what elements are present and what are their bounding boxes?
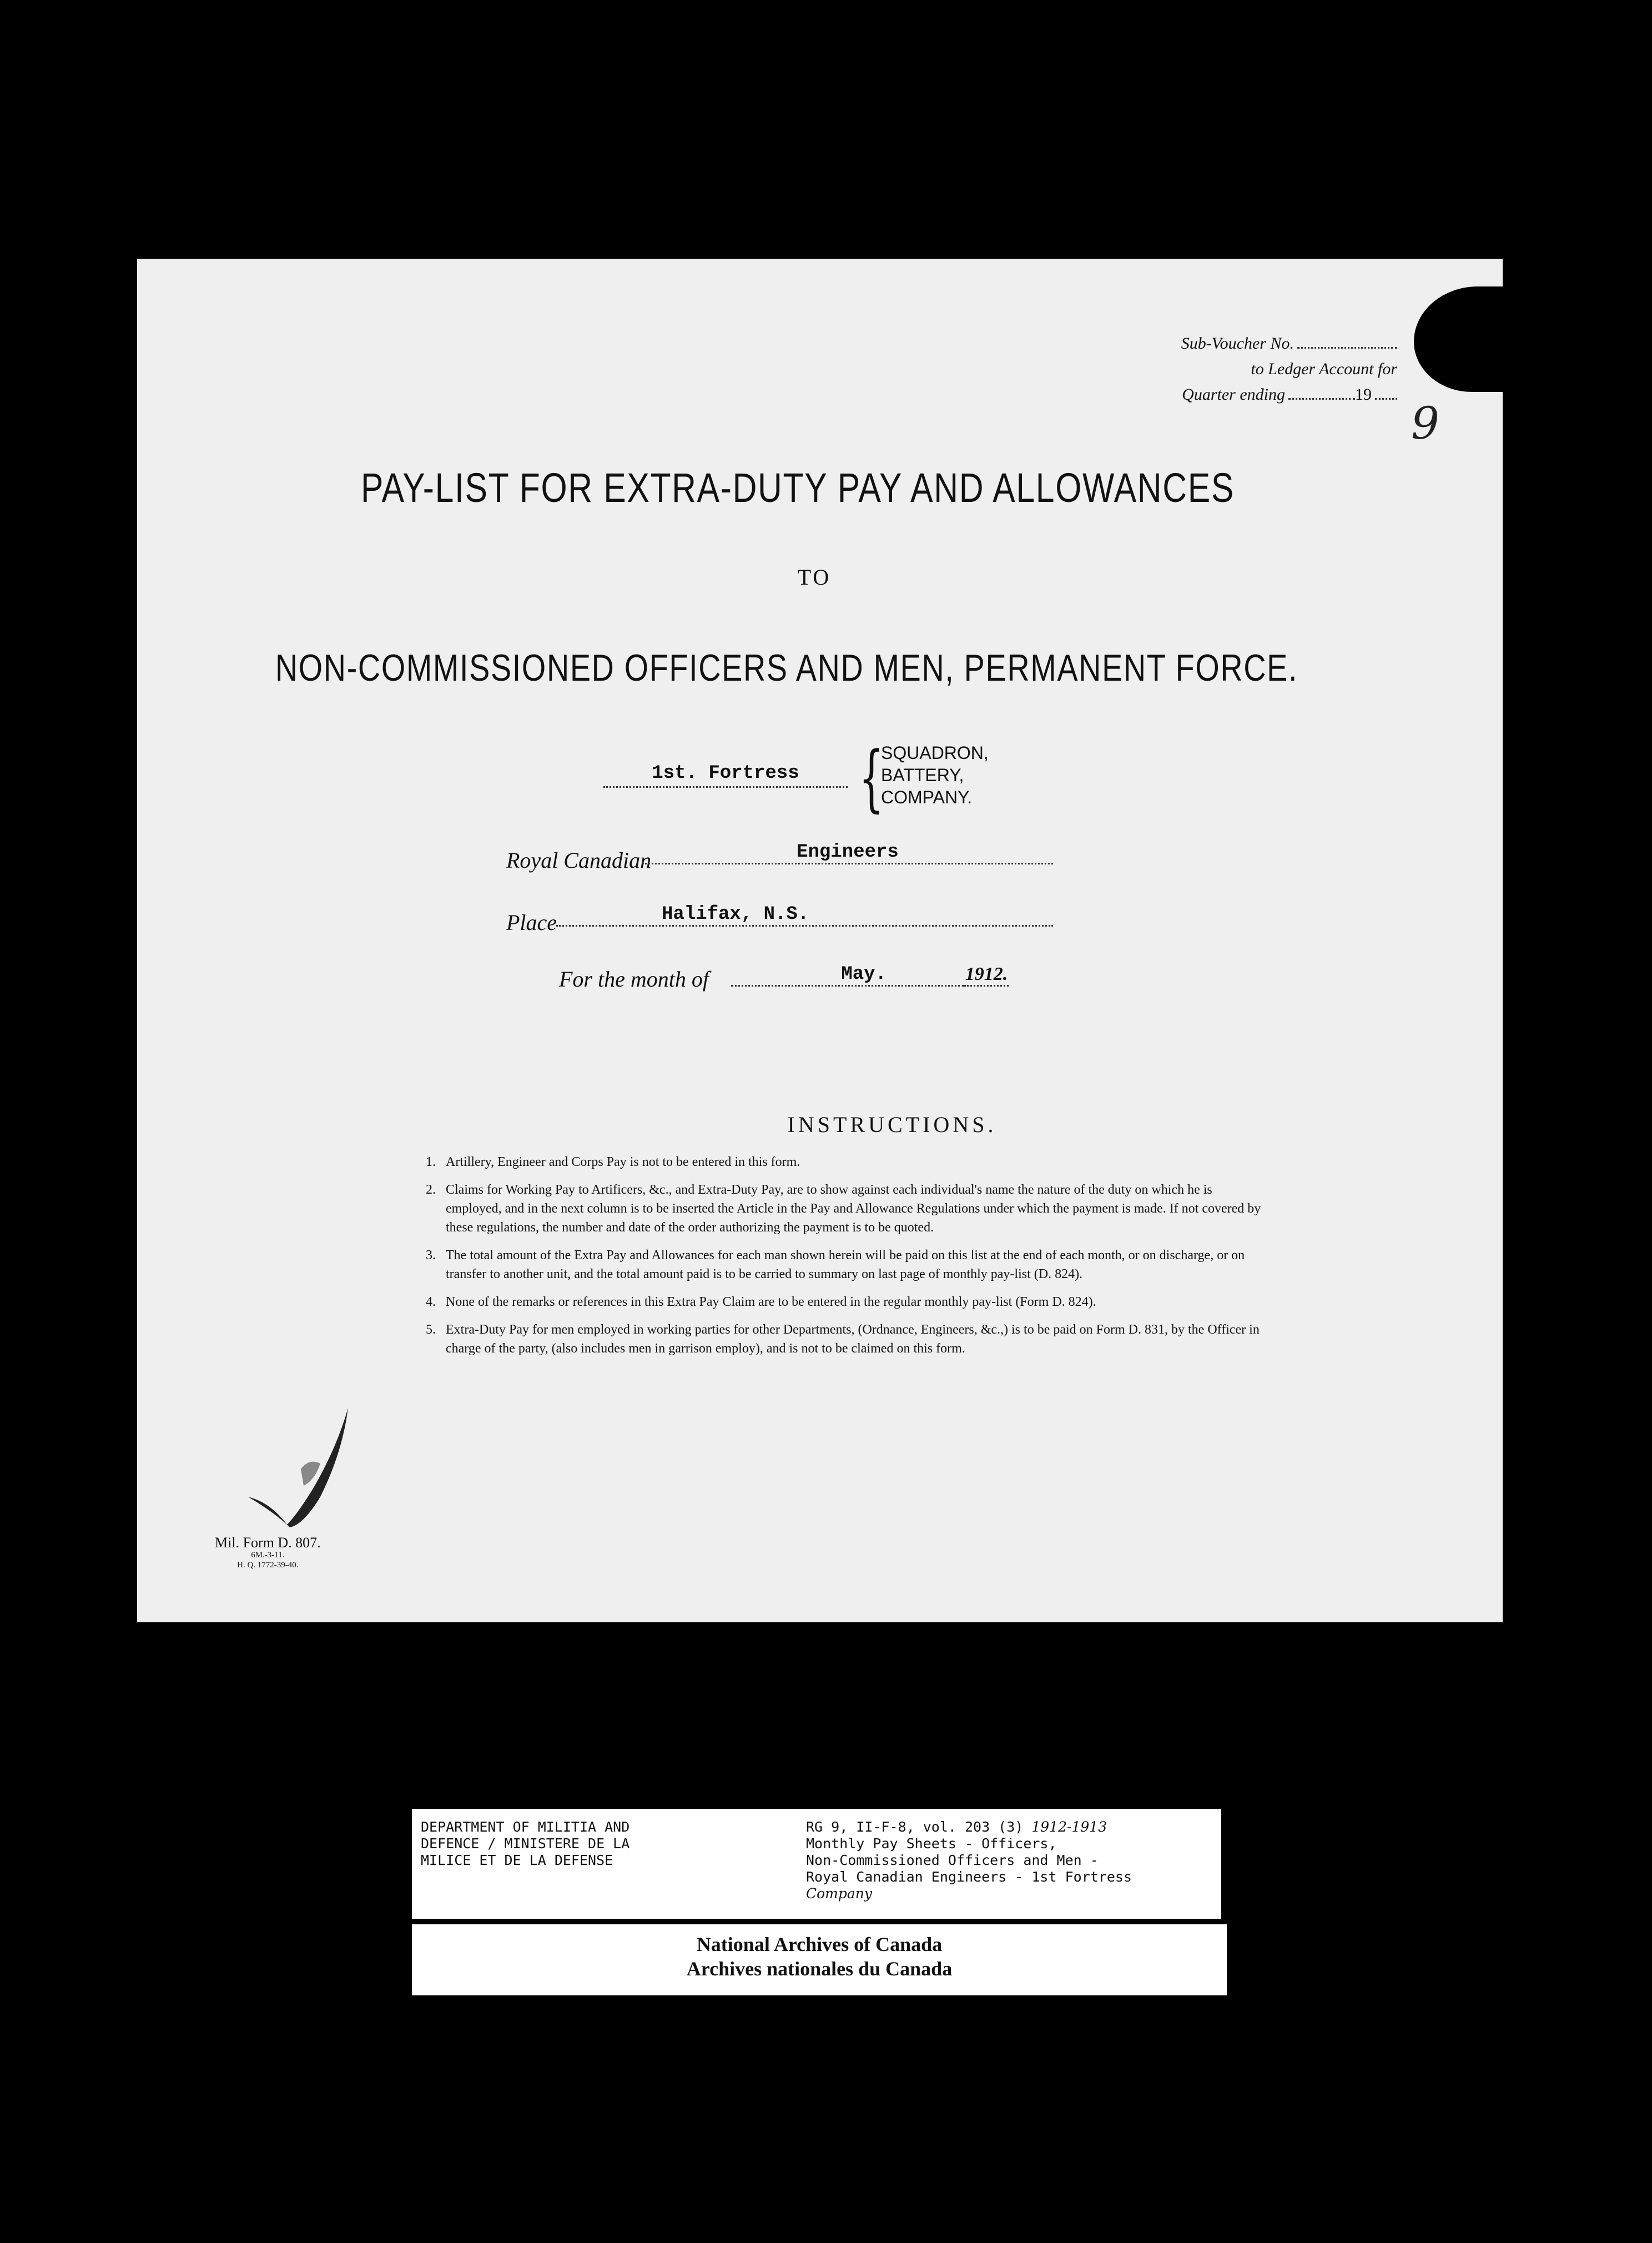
instruction-text: Claims for Working Pay to Artificers, &c., and Extra-Duty Pay, are to show against each individual's name the nature of the duty on which he is employed, and in the next column is to be inserted the Article in the Pay and Allowance Regulations under which the payment is made. If not covered by these regulations, the number and date of the order authorizing the payment is to be quoted. — [446, 1183, 1261, 1235]
sub-voucher-block — [1181, 331, 1397, 408]
unit-option-squadron: SQUADRON, — [881, 743, 989, 763]
brace-symbol: { — [859, 736, 884, 820]
instruction-text: None of the remarks or references in this Extra Pay Claim are to be entered in the regular monthly pay-list (Form D. 824). — [446, 1295, 1096, 1309]
instruction-text: The total amount of the Extra Pay and Allowances for each man shown herein will be paid on this list at the end of each month, or on discharge, or on transfer to another unit, and the total amount paid is to be carried to summary on last page of monthly pay-list (D. 824). — [446, 1248, 1245, 1281]
ink-checkmark-icon — [237, 1386, 381, 1530]
form-number-block — [215, 1536, 321, 1570]
instruction-number: 5. — [426, 1322, 436, 1337]
unit-option-company: COMPANY. — [881, 787, 973, 807]
instruction-number: 1. — [426, 1155, 436, 1169]
instruction-item — [426, 1153, 1270, 1171]
sub-voucher-field — [1297, 347, 1397, 349]
quarter-ending-label: Quarter ending — [1182, 385, 1285, 404]
corps-field — [506, 842, 899, 873]
record-handwritten-company: Company — [806, 1885, 873, 1902]
form-title-to: TO — [797, 565, 832, 590]
instruction-text: Artillery, Engineer and Corps Pay is not to be entered in this form. — [446, 1155, 800, 1169]
instruction-item — [426, 1180, 1270, 1237]
record-group-ref: RG 9, II-F-8, vol. 203 (3) — [806, 1819, 1024, 1835]
instruction-item — [426, 1246, 1270, 1284]
torn-corner — [1414, 286, 1503, 392]
quarter-ending-field — [1288, 398, 1355, 400]
year-value: 1912. — [964, 964, 1009, 987]
instruction-item — [426, 1320, 1270, 1358]
instructions-heading: INSTRUCTIONS. — [787, 1112, 997, 1137]
place-value: Halifax, N.S. — [556, 904, 1053, 927]
department-name — [421, 1819, 732, 1869]
month-field — [559, 964, 1008, 992]
record-description-line: Monthly Pay Sheets - Officers, — [806, 1835, 1057, 1852]
instruction-number: 4. — [426, 1295, 436, 1309]
year-field — [1375, 398, 1397, 400]
unit-options — [881, 742, 989, 808]
instruction-text: Extra-Duty Pay for men employed in working parties for other Departments, (Ordnance, Engineers, &c.,) is to be paid on Form D. 831, by the Officer in charge of the party, (also includes men in garrison employ), and is not to be claimed on this form. — [446, 1322, 1260, 1356]
form-number-hq: H. Q. 1772-39-40. — [237, 1561, 299, 1570]
archives-name-en: National Archives of Canada — [696, 1933, 943, 1955]
folio-number: 9 — [1411, 398, 1439, 449]
place-label: Place — [506, 910, 557, 935]
record-description-line: Non-Commissioned Officers and Men - — [806, 1852, 1099, 1868]
archive-reference-label — [412, 1809, 1221, 1919]
instructions-list — [426, 1153, 1270, 1367]
year-prefix: 19 — [1355, 385, 1372, 404]
month-value: May. — [731, 964, 964, 987]
sub-voucher-label: Sub-Voucher No. — [1181, 334, 1294, 353]
department-line: MILICE ET DE LA DEFENSE — [421, 1852, 613, 1868]
department-line: DEPARTMENT OF MILITIA AND — [421, 1819, 630, 1835]
department-line: DEFENCE / MINISTERE DE LA — [421, 1835, 630, 1852]
pay-list-form — [137, 259, 1503, 1622]
corps-label: Royal Canadian — [506, 848, 652, 873]
form-subtitle: NON-COMMISSIONED OFFICERS AND MEN, PERMANENT FORCE. — [275, 647, 1298, 689]
form-number: Mil. Form D. 807. — [215, 1535, 321, 1551]
form-title: PAY-LIST FOR EXTRA-DUTY PAY AND ALLOWANCES — [361, 465, 1235, 511]
record-description-line: Royal Canadian Engineers - 1st Fortress — [806, 1869, 1132, 1885]
archives-name-fr: Archives nationales du Canada — [686, 1958, 953, 1980]
national-archives-label — [412, 1924, 1227, 1995]
record-reference — [806, 1819, 1217, 1902]
instruction-number: 2. — [426, 1183, 436, 1197]
unit-option-battery: BATTERY, — [881, 765, 964, 785]
place-field — [506, 904, 809, 936]
corps-value: Engineers — [642, 842, 1053, 864]
unit-value: 1st. Fortress — [603, 763, 848, 788]
instruction-item — [426, 1293, 1270, 1311]
form-number-print: 6M.-3-11. — [251, 1551, 285, 1560]
month-label: For the month of — [559, 967, 709, 992]
record-years: 1912-1913 — [1031, 1819, 1107, 1835]
instruction-number: 3. — [426, 1248, 436, 1263]
ledger-account-label: to Ledger Account for — [1251, 360, 1397, 378]
